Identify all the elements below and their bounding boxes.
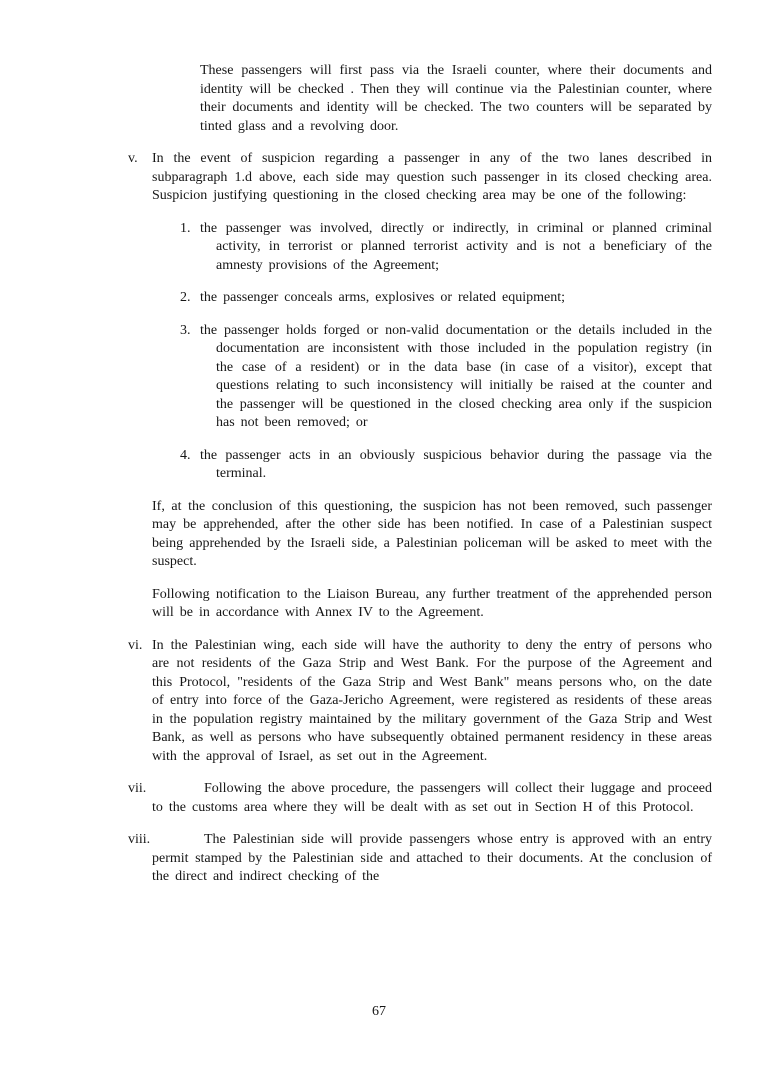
paragraph-text: In the event of suspicion regarding a passenger in any of the two lanes described in subparagraph 1.d above, each side may question such passenger in its closed checking area. Suspicion justifying questioning in the closed checking area may be one of the following: xyxy=(152,151,712,203)
paragraph-text: Following the above procedure, the passengers will collect their luggage and proceed to the customs area where they will be dealt with as set out in Section H of this Protocol. xyxy=(152,781,712,815)
paragraph-text: the passenger acts in an obviously suspicious behavior during the passage via the terminal. xyxy=(200,447,712,481)
sub-item-4 xyxy=(152,447,712,484)
paragraph-apprehension xyxy=(152,498,712,572)
list-item-viii xyxy=(128,831,712,887)
paragraph-text: the passenger holds forged or non-valid documentation or the details included in the documentation are inconsistent with those included in the population registry (in the case of a resident) or in the data base (in case of a visitor), except that questions relating to such inconsistency will initially be raised at the counter and the passenger will be questioned in the closed checking area only if the suspicion has not been removed; or xyxy=(200,322,712,430)
list-marker-2: 2. xyxy=(180,290,191,305)
paragraph-text: In the Palestinian wing, each side will have the authority to deny the entry of persons who are not residents of the Gaza Strip and West Bank. For the purpose of the Agreement and this Protocol, "residents of the Gaza Strip and West Bank" means persons who, on the date of entry into force of the Gaza-Jericho Agreement, were registered as residents of these areas in the population registry maintained by the military government of the Gaza Strip and West Bank, as well as persons who have subsequently obtained permanent residency in these areas with the approval of Israel, as set out in the Agreement. xyxy=(152,637,712,764)
list-marker-4: 4. xyxy=(180,447,191,463)
paragraph-text: The Palestinian side will provide passengers whose entry is approved with an entry permit stamped by the Palestinian side and attached to their documents. At the conclusion of the direct and indirect checking of the xyxy=(152,832,712,884)
paragraph-text: the passenger conceals arms, explosives or related equipment; xyxy=(200,290,566,305)
sub-item-3 xyxy=(152,322,712,433)
list-marker-1: 1. xyxy=(180,220,191,236)
list-marker-viii: viii. xyxy=(128,832,151,847)
list-item-vi xyxy=(128,637,712,767)
list-marker-v: v. xyxy=(128,151,138,166)
paragraph-text: Following notification to the Liaison Bureau, any further treatment of the apprehended person will be in accordance with Annex IV to the Agreement. xyxy=(152,586,712,620)
sub-item-2 xyxy=(152,289,712,308)
list-marker-vii: vii. xyxy=(128,781,147,796)
list-marker-vi: vi. xyxy=(128,637,143,653)
list-item-vii xyxy=(128,780,712,817)
page-content xyxy=(128,62,712,901)
list-item-v xyxy=(128,150,712,206)
paragraph-text: If, at the conclusion of this questioning, the suspicion has not been removed, such passenger may be apprehended, after the other side has been notified. In case of a Palestinian suspect being apprehended by the Israeli side, a Palestinian policeman will be asked to meet with the suspect. xyxy=(152,498,712,569)
paragraph-continuation xyxy=(200,62,712,136)
sub-item-1 xyxy=(152,220,712,276)
list-marker-3: 3. xyxy=(180,322,191,338)
paragraph-liaison-bureau xyxy=(152,586,712,623)
page-number: 67 xyxy=(372,1004,386,1019)
paragraph-text: the passenger was involved, directly or indirectly, in criminal or planned criminal activity, in terrorist or planned terrorist activity and is not a beneficiary of the amnesty provisions of the Agreement; xyxy=(200,220,712,273)
paragraph-text: These passengers will first pass via the Israeli counter, where their documents and identity will be checked . Then they will continue via the Palestinian counter, where their documents and identity will be checked. The two counters will be separated by tinted glass and a revolving door. xyxy=(200,63,712,134)
